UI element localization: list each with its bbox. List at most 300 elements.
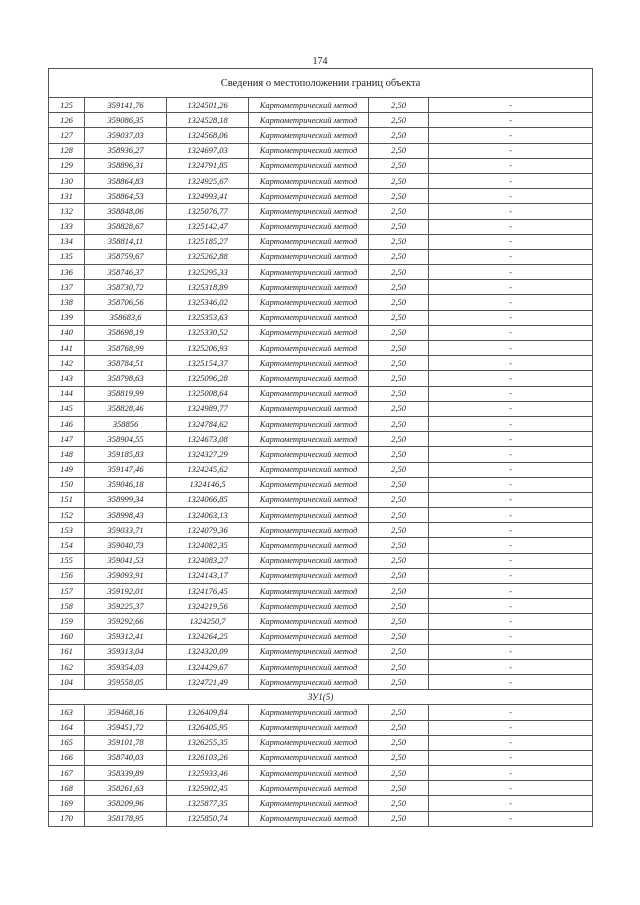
accuracy-cell: 2,50 bbox=[369, 280, 429, 295]
note-cell: - bbox=[429, 234, 593, 249]
accuracy-cell: 2,50 bbox=[369, 584, 429, 599]
coord-y-cell: 1324079,36 bbox=[167, 523, 249, 538]
coord-y-cell: 1324082,35 bbox=[167, 538, 249, 553]
coord-x-cell: 359225,37 bbox=[85, 599, 167, 614]
point-number-cell: 128 bbox=[49, 143, 85, 158]
point-number-cell: 132 bbox=[49, 204, 85, 219]
accuracy-cell: 2,50 bbox=[369, 219, 429, 234]
point-number-cell: 145 bbox=[49, 401, 85, 416]
note-cell: - bbox=[429, 766, 593, 781]
accuracy-cell: 2,50 bbox=[369, 811, 429, 826]
accuracy-cell: 2,50 bbox=[369, 462, 429, 477]
accuracy-cell: 2,50 bbox=[369, 568, 429, 583]
point-number-cell: 143 bbox=[49, 371, 85, 386]
point-number-cell: 151 bbox=[49, 492, 85, 507]
method-cell: Картометрический метод bbox=[249, 629, 369, 644]
coord-x-cell: 359468,16 bbox=[85, 705, 167, 720]
note-cell: - bbox=[429, 477, 593, 492]
coord-y-cell: 1325096,28 bbox=[167, 371, 249, 386]
accuracy-cell: 2,50 bbox=[369, 128, 429, 143]
method-cell: Картометрический метод bbox=[249, 356, 369, 371]
method-cell: Картометрический метод bbox=[249, 523, 369, 538]
coord-x-cell: 358178,95 bbox=[85, 811, 167, 826]
accuracy-cell: 2,50 bbox=[369, 189, 429, 204]
coord-x-cell: 359141,76 bbox=[85, 98, 167, 113]
table-row bbox=[49, 508, 593, 523]
method-cell: Картометрический метод bbox=[249, 508, 369, 523]
page-number: 174 bbox=[312, 56, 328, 67]
coord-x-cell: 359046,18 bbox=[85, 477, 167, 492]
point-number-cell: 148 bbox=[49, 447, 85, 462]
note-cell: - bbox=[429, 599, 593, 614]
coord-x-cell: 358998,43 bbox=[85, 508, 167, 523]
accuracy-cell: 2,50 bbox=[369, 735, 429, 750]
table-row bbox=[49, 386, 593, 401]
method-cell: Картометрический метод bbox=[249, 553, 369, 568]
table-row bbox=[49, 371, 593, 386]
coord-y-cell: 1324250,7 bbox=[167, 614, 249, 629]
method-cell: Картометрический метод bbox=[249, 98, 369, 113]
point-number-cell: 159 bbox=[49, 614, 85, 629]
point-number-cell: 137 bbox=[49, 280, 85, 295]
method-cell: Картометрический метод bbox=[249, 735, 369, 750]
coord-y-cell: 1325346,02 bbox=[167, 295, 249, 310]
point-number-cell: 158 bbox=[49, 599, 85, 614]
method-cell: Картометрический метод bbox=[249, 128, 369, 143]
table-row bbox=[49, 432, 593, 447]
accuracy-cell: 2,50 bbox=[369, 310, 429, 325]
table-row bbox=[49, 173, 593, 188]
method-cell: Картометрический метод bbox=[249, 416, 369, 431]
table-row bbox=[49, 249, 593, 264]
coord-x-cell: 359033,71 bbox=[85, 523, 167, 538]
coord-y-cell: 1324063,13 bbox=[167, 508, 249, 523]
method-cell: Картометрический метод bbox=[249, 766, 369, 781]
table-row bbox=[49, 675, 593, 690]
table-row bbox=[49, 310, 593, 325]
coord-y-cell: 1324146,5 bbox=[167, 477, 249, 492]
table-row bbox=[49, 614, 593, 629]
note-cell: - bbox=[429, 553, 593, 568]
table-row bbox=[49, 477, 593, 492]
coord-x-cell: 358746,37 bbox=[85, 265, 167, 280]
accuracy-cell: 2,50 bbox=[369, 143, 429, 158]
coord-y-cell: 1324264,25 bbox=[167, 629, 249, 644]
method-cell: Картометрический метод bbox=[249, 644, 369, 659]
coord-y-cell: 1324245,62 bbox=[167, 462, 249, 477]
note-cell: - bbox=[429, 158, 593, 173]
point-number-cell: 138 bbox=[49, 295, 85, 310]
coord-y-cell: 1326103,26 bbox=[167, 750, 249, 765]
table-row bbox=[49, 204, 593, 219]
note-cell: - bbox=[429, 371, 593, 386]
point-number-cell: 164 bbox=[49, 720, 85, 735]
point-number-cell: 104 bbox=[49, 675, 85, 690]
point-number-cell: 133 bbox=[49, 219, 85, 234]
table-row bbox=[49, 553, 593, 568]
note-cell: - bbox=[429, 432, 593, 447]
note-cell: - bbox=[429, 325, 593, 340]
note-cell: - bbox=[429, 644, 593, 659]
point-number-cell: 169 bbox=[49, 796, 85, 811]
coord-y-cell: 1324784,62 bbox=[167, 416, 249, 431]
note-cell: - bbox=[429, 143, 593, 158]
coord-x-cell: 359312,41 bbox=[85, 629, 167, 644]
table-row bbox=[49, 523, 593, 538]
accuracy-cell: 2,50 bbox=[369, 325, 429, 340]
note-cell: - bbox=[429, 705, 593, 720]
accuracy-cell: 2,50 bbox=[369, 553, 429, 568]
method-cell: Картометрический метод bbox=[249, 280, 369, 295]
table-row bbox=[49, 234, 593, 249]
note-cell: - bbox=[429, 189, 593, 204]
accuracy-cell: 2,50 bbox=[369, 675, 429, 690]
coord-x-cell: 359037,03 bbox=[85, 128, 167, 143]
table-row bbox=[49, 659, 593, 674]
method-cell: Картометрический метод bbox=[249, 705, 369, 720]
coord-x-cell: 359192,01 bbox=[85, 584, 167, 599]
table-row bbox=[49, 356, 593, 371]
accuracy-cell: 2,50 bbox=[369, 523, 429, 538]
coord-x-cell: 359093,91 bbox=[85, 568, 167, 583]
coord-y-cell: 1325353,63 bbox=[167, 310, 249, 325]
table-row bbox=[49, 705, 593, 720]
note-cell: - bbox=[429, 629, 593, 644]
coord-y-cell: 1324143,17 bbox=[167, 568, 249, 583]
coord-y-cell: 1325206,93 bbox=[167, 341, 249, 356]
coord-y-cell: 1324066,85 bbox=[167, 492, 249, 507]
coord-y-cell: 1325185,27 bbox=[167, 234, 249, 249]
coord-y-cell: 1324327,29 bbox=[167, 447, 249, 462]
coord-x-cell: 359185,83 bbox=[85, 447, 167, 462]
coord-y-cell: 1325850,74 bbox=[167, 811, 249, 826]
accuracy-cell: 2,50 bbox=[369, 629, 429, 644]
point-number-cell: 152 bbox=[49, 508, 85, 523]
coord-y-cell: 1324083,27 bbox=[167, 553, 249, 568]
point-number-cell: 144 bbox=[49, 386, 85, 401]
coord-y-cell: 1325295,33 bbox=[167, 265, 249, 280]
table-row bbox=[49, 158, 593, 173]
table-row bbox=[49, 644, 593, 659]
method-cell: Картометрический метод bbox=[249, 143, 369, 158]
coord-x-cell: 358740,03 bbox=[85, 750, 167, 765]
method-cell: Картометрический метод bbox=[249, 204, 369, 219]
coord-x-cell: 358261,63 bbox=[85, 781, 167, 796]
table-row bbox=[49, 295, 593, 310]
note-cell: - bbox=[429, 796, 593, 811]
coord-x-cell: 358864,83 bbox=[85, 173, 167, 188]
note-cell: - bbox=[429, 614, 593, 629]
method-cell: Картометрический метод bbox=[249, 371, 369, 386]
point-number-cell: 170 bbox=[49, 811, 85, 826]
method-cell: Картометрический метод bbox=[249, 219, 369, 234]
table-row bbox=[49, 265, 593, 280]
note-cell: - bbox=[429, 341, 593, 356]
table-row bbox=[49, 447, 593, 462]
method-cell: Картометрический метод bbox=[249, 584, 369, 599]
coord-x-cell: 358864,53 bbox=[85, 189, 167, 204]
note-cell: - bbox=[429, 310, 593, 325]
note-cell: - bbox=[429, 720, 593, 735]
table-title: Сведения о местоположении границ объекта bbox=[49, 69, 593, 98]
table-row bbox=[49, 629, 593, 644]
coord-x-cell: 358730,72 bbox=[85, 280, 167, 295]
method-cell: Картометрический метод bbox=[249, 386, 369, 401]
boundary-table bbox=[48, 68, 593, 827]
method-cell: Картометрический метод bbox=[249, 401, 369, 416]
table-title-row bbox=[49, 69, 593, 98]
coord-x-cell: 359558,05 bbox=[85, 675, 167, 690]
coord-y-cell: 1324989,77 bbox=[167, 401, 249, 416]
table-row bbox=[49, 568, 593, 583]
point-number-cell: 127 bbox=[49, 128, 85, 143]
table-row bbox=[49, 416, 593, 431]
coord-x-cell: 358828,67 bbox=[85, 219, 167, 234]
method-cell: Картометрический метод bbox=[249, 492, 369, 507]
accuracy-cell: 2,50 bbox=[369, 173, 429, 188]
accuracy-cell: 2,50 bbox=[369, 508, 429, 523]
method-cell: Картометрический метод bbox=[249, 113, 369, 128]
method-cell: Картометрический метод bbox=[249, 173, 369, 188]
note-cell: - bbox=[429, 584, 593, 599]
note-cell: - bbox=[429, 659, 593, 674]
point-number-cell: 125 bbox=[49, 98, 85, 113]
accuracy-cell: 2,50 bbox=[369, 416, 429, 431]
point-number-cell: 146 bbox=[49, 416, 85, 431]
coord-y-cell: 1325902,45 bbox=[167, 781, 249, 796]
coord-y-cell: 1325154,37 bbox=[167, 356, 249, 371]
table-row bbox=[49, 796, 593, 811]
method-cell: Картометрический метод bbox=[249, 462, 369, 477]
table-row bbox=[49, 735, 593, 750]
coord-y-cell: 1324528,18 bbox=[167, 113, 249, 128]
method-cell: Картометрический метод bbox=[249, 477, 369, 492]
point-number-cell: 150 bbox=[49, 477, 85, 492]
point-number-cell: 167 bbox=[49, 766, 85, 781]
note-cell: - bbox=[429, 523, 593, 538]
method-cell: Картометрический метод bbox=[249, 432, 369, 447]
accuracy-cell: 2,50 bbox=[369, 659, 429, 674]
method-cell: Картометрический метод bbox=[249, 310, 369, 325]
point-number-cell: 135 bbox=[49, 249, 85, 264]
coord-x-cell: 359292,66 bbox=[85, 614, 167, 629]
coord-x-cell: 358768,99 bbox=[85, 341, 167, 356]
coord-y-cell: 1324993,41 bbox=[167, 189, 249, 204]
coord-x-cell: 358999,34 bbox=[85, 492, 167, 507]
coord-y-cell: 1324673,08 bbox=[167, 432, 249, 447]
coord-x-cell: 358209,96 bbox=[85, 796, 167, 811]
table-row bbox=[49, 599, 593, 614]
coord-y-cell: 1324176,45 bbox=[167, 584, 249, 599]
note-cell: - bbox=[429, 98, 593, 113]
point-number-cell: 136 bbox=[49, 265, 85, 280]
coord-x-cell: 358856 bbox=[85, 416, 167, 431]
coord-y-cell: 1324925,67 bbox=[167, 173, 249, 188]
accuracy-cell: 2,50 bbox=[369, 295, 429, 310]
table-row bbox=[49, 538, 593, 553]
coord-x-cell: 358828,46 bbox=[85, 401, 167, 416]
coord-y-cell: 1325142,47 bbox=[167, 219, 249, 234]
table-row bbox=[49, 584, 593, 599]
method-cell: Картометрический метод bbox=[249, 720, 369, 735]
table-row bbox=[49, 766, 593, 781]
method-cell: Картометрический метод bbox=[249, 538, 369, 553]
coord-y-cell: 1326409,84 bbox=[167, 705, 249, 720]
note-cell: - bbox=[429, 113, 593, 128]
point-number-cell: 140 bbox=[49, 325, 85, 340]
note-cell: - bbox=[429, 538, 593, 553]
method-cell: Картометрический метод bbox=[249, 599, 369, 614]
method-cell: Картометрический метод bbox=[249, 796, 369, 811]
coord-x-cell: 358706,56 bbox=[85, 295, 167, 310]
accuracy-cell: 2,50 bbox=[369, 432, 429, 447]
table-row bbox=[49, 128, 593, 143]
coord-x-cell: 358759,67 bbox=[85, 249, 167, 264]
method-cell: Картометрический метод bbox=[249, 295, 369, 310]
note-cell: - bbox=[429, 295, 593, 310]
note-cell: - bbox=[429, 462, 593, 477]
note-cell: - bbox=[429, 811, 593, 826]
point-number-cell: 168 bbox=[49, 781, 85, 796]
accuracy-cell: 2,50 bbox=[369, 265, 429, 280]
method-cell: Картометрический метод bbox=[249, 341, 369, 356]
coord-x-cell: 358339,89 bbox=[85, 766, 167, 781]
note-cell: - bbox=[429, 249, 593, 264]
note-cell: - bbox=[429, 492, 593, 507]
coord-x-cell: 358819,99 bbox=[85, 386, 167, 401]
coord-x-cell: 358698,19 bbox=[85, 325, 167, 340]
table-row bbox=[49, 341, 593, 356]
method-cell: Картометрический метод bbox=[249, 325, 369, 340]
accuracy-cell: 2,50 bbox=[369, 720, 429, 735]
table-row bbox=[49, 219, 593, 234]
note-cell: - bbox=[429, 568, 593, 583]
note-cell: - bbox=[429, 675, 593, 690]
table-row bbox=[49, 113, 593, 128]
coord-y-cell: 1326255,35 bbox=[167, 735, 249, 750]
coord-y-cell: 1324219,56 bbox=[167, 599, 249, 614]
note-cell: - bbox=[429, 219, 593, 234]
coord-y-cell: 1325877,35 bbox=[167, 796, 249, 811]
coord-x-cell: 359041,53 bbox=[85, 553, 167, 568]
accuracy-cell: 2,50 bbox=[369, 401, 429, 416]
table-row bbox=[49, 280, 593, 295]
accuracy-cell: 2,50 bbox=[369, 477, 429, 492]
note-cell: - bbox=[429, 401, 593, 416]
point-number-cell: 154 bbox=[49, 538, 85, 553]
coord-y-cell: 1325262,88 bbox=[167, 249, 249, 264]
note-cell: - bbox=[429, 447, 593, 462]
accuracy-cell: 2,50 bbox=[369, 341, 429, 356]
point-number-cell: 129 bbox=[49, 158, 85, 173]
point-number-cell: 162 bbox=[49, 659, 85, 674]
point-number-cell: 156 bbox=[49, 568, 85, 583]
method-cell: Картометрический метод bbox=[249, 811, 369, 826]
accuracy-cell: 2,50 bbox=[369, 492, 429, 507]
note-cell: - bbox=[429, 173, 593, 188]
note-cell: - bbox=[429, 356, 593, 371]
accuracy-cell: 2,50 bbox=[369, 750, 429, 765]
table-row bbox=[49, 781, 593, 796]
method-cell: Картометрический метод bbox=[249, 249, 369, 264]
coord-x-cell: 358848,06 bbox=[85, 204, 167, 219]
coord-x-cell: 359101,78 bbox=[85, 735, 167, 750]
section-label: ЗУ1(5) bbox=[49, 690, 593, 705]
note-cell: - bbox=[429, 280, 593, 295]
accuracy-cell: 2,50 bbox=[369, 766, 429, 781]
method-cell: Картометрический метод bbox=[249, 781, 369, 796]
coord-x-cell: 358936,27 bbox=[85, 143, 167, 158]
coord-x-cell: 359313,04 bbox=[85, 644, 167, 659]
point-number-cell: 160 bbox=[49, 629, 85, 644]
coord-y-cell: 1324501,26 bbox=[167, 98, 249, 113]
method-cell: Картометрический метод bbox=[249, 675, 369, 690]
table-row bbox=[49, 462, 593, 477]
note-cell: - bbox=[429, 781, 593, 796]
coord-x-cell: 358784,51 bbox=[85, 356, 167, 371]
coord-y-cell: 1326405,95 bbox=[167, 720, 249, 735]
accuracy-cell: 2,50 bbox=[369, 538, 429, 553]
accuracy-cell: 2,50 bbox=[369, 371, 429, 386]
method-cell: Картометрический метод bbox=[249, 234, 369, 249]
method-cell: Картометрический метод bbox=[249, 568, 369, 583]
method-cell: Картометрический метод bbox=[249, 614, 369, 629]
note-cell: - bbox=[429, 265, 593, 280]
accuracy-cell: 2,50 bbox=[369, 204, 429, 219]
note-cell: - bbox=[429, 128, 593, 143]
point-number-cell: 161 bbox=[49, 644, 85, 659]
method-cell: Картометрический метод bbox=[249, 750, 369, 765]
coord-x-cell: 359086,35 bbox=[85, 113, 167, 128]
coord-x-cell: 359040,73 bbox=[85, 538, 167, 553]
accuracy-cell: 2,50 bbox=[369, 249, 429, 264]
coord-y-cell: 1325330,52 bbox=[167, 325, 249, 340]
note-cell: - bbox=[429, 508, 593, 523]
accuracy-cell: 2,50 bbox=[369, 447, 429, 462]
coord-y-cell: 1324429,67 bbox=[167, 659, 249, 674]
coord-y-cell: 1324568,06 bbox=[167, 128, 249, 143]
point-number-cell: 147 bbox=[49, 432, 85, 447]
accuracy-cell: 2,50 bbox=[369, 796, 429, 811]
coord-y-cell: 1325318,89 bbox=[167, 280, 249, 295]
method-cell: Картометрический метод bbox=[249, 265, 369, 280]
point-number-cell: 153 bbox=[49, 523, 85, 538]
point-number-cell: 139 bbox=[49, 310, 85, 325]
point-number-cell: 142 bbox=[49, 356, 85, 371]
accuracy-cell: 2,50 bbox=[369, 234, 429, 249]
coord-y-cell: 1324697,03 bbox=[167, 143, 249, 158]
coord-x-cell: 358904,55 bbox=[85, 432, 167, 447]
point-number-cell: 130 bbox=[49, 173, 85, 188]
coord-y-cell: 1324320,09 bbox=[167, 644, 249, 659]
accuracy-cell: 2,50 bbox=[369, 158, 429, 173]
coord-x-cell: 358683,6 bbox=[85, 310, 167, 325]
point-number-cell: 149 bbox=[49, 462, 85, 477]
coord-y-cell: 1324721,49 bbox=[167, 675, 249, 690]
coord-y-cell: 1325008,64 bbox=[167, 386, 249, 401]
method-cell: Картометрический метод bbox=[249, 158, 369, 173]
accuracy-cell: 2,50 bbox=[369, 113, 429, 128]
note-cell: - bbox=[429, 735, 593, 750]
point-number-cell: 134 bbox=[49, 234, 85, 249]
coord-x-cell: 358896,31 bbox=[85, 158, 167, 173]
accuracy-cell: 2,50 bbox=[369, 614, 429, 629]
coord-y-cell: 1324791,85 bbox=[167, 158, 249, 173]
table-row bbox=[49, 811, 593, 826]
point-number-cell: 131 bbox=[49, 189, 85, 204]
accuracy-cell: 2,50 bbox=[369, 386, 429, 401]
point-number-cell: 155 bbox=[49, 553, 85, 568]
